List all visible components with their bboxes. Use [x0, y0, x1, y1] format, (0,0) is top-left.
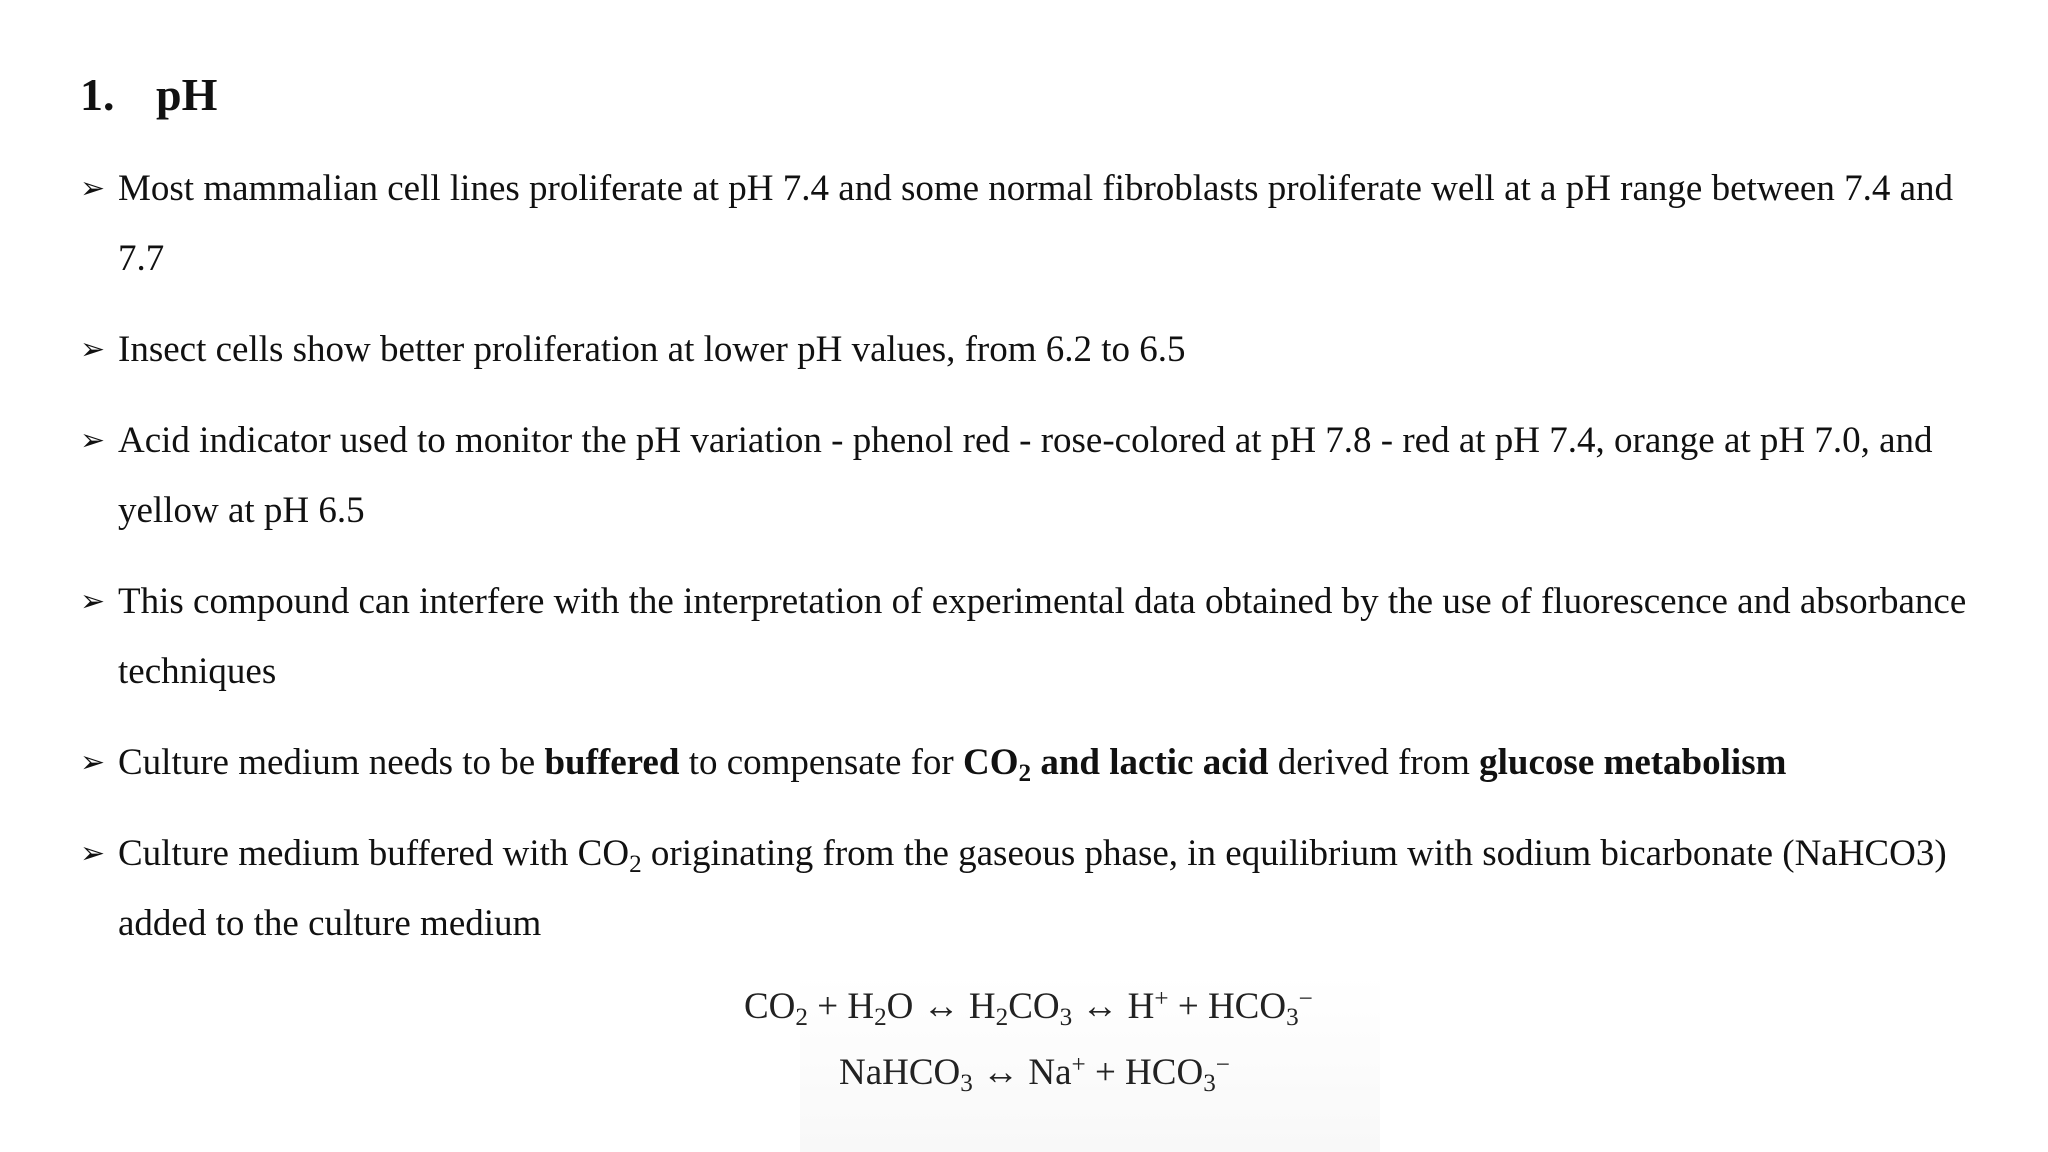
bullet-text: This compound can interfere with the interpretation of experimental data obtained by the use of fluorescence and absorbance techniques [118, 581, 1967, 692]
sodium-bicarbonate-equilibrium-equation [839, 1051, 1230, 1098]
eq-term: + H [807, 986, 875, 1027]
bullet-text [118, 833, 1947, 944]
superscript: + [1071, 1051, 1086, 1079]
arrow-bullet-icon: ➢ [80, 171, 106, 206]
formula-text: CO [963, 742, 1019, 783]
eq-term: ↔ Na [972, 1052, 1072, 1093]
text-segment: derived from [1268, 742, 1480, 783]
arrow-bullet-icon: ➢ [80, 745, 106, 780]
bullet-list [80, 154, 1980, 980]
bold-term-buffered: buffered [544, 742, 680, 783]
superscript: − [1298, 985, 1313, 1013]
text-segment: to compensate for [679, 742, 964, 783]
bold-term-glucose-metabolism: glucose metabolism [1479, 742, 1787, 783]
bullet-item [80, 154, 1980, 294]
bullet-text: Acid indicator used to monitor the pH variation - phenol red - rose-colored at pH 7.8 - red at pH 7.4, orange at pH 7.0, and yellow at pH 6.5 [118, 420, 1933, 531]
subscript: 2 [874, 1004, 887, 1032]
subscript: 2 [629, 851, 642, 879]
arrow-bullet-icon: ➢ [80, 836, 106, 871]
section-heading [80, 66, 217, 124]
carbonic-acid-equilibrium-equation [744, 985, 1313, 1032]
text-segment: originating from the gaseous phase, in equilibrium with sodium bicarbonate (NaHCO3) added to the culture medium [118, 833, 1947, 944]
arrow-bullet-icon: ➢ [80, 423, 106, 458]
eq-term: CO [1008, 986, 1060, 1027]
subscript: 2 [795, 1004, 808, 1032]
bullet-item [80, 567, 1980, 707]
section-title: pH [156, 69, 218, 120]
eq-term: + HCO [1085, 1052, 1204, 1093]
eq-term: O ↔ H [886, 986, 996, 1027]
arrow-bullet-icon: ➢ [80, 584, 106, 619]
superscript: − [1215, 1051, 1230, 1079]
bullet-text [118, 742, 1787, 788]
text-segment: Culture medium buffered with CO [118, 833, 630, 874]
bold-term-co2 [963, 742, 1269, 788]
bullet-text: Insect cells show better proliferation at lower pH values, from 6.2 to 6.5 [118, 329, 1186, 370]
subscript: 3 [1059, 1004, 1073, 1032]
bullet-item [80, 728, 1980, 798]
eq-term: + HCO [1168, 986, 1287, 1027]
equation-block [744, 975, 1380, 1152]
subscript: 2 [995, 1004, 1009, 1032]
bullet-item [80, 315, 1980, 385]
bold-term-lactic-acid: and lactic acid [1031, 742, 1269, 783]
section-number: 1. [80, 69, 115, 120]
subscript: 2 [1018, 760, 1032, 788]
superscript: + [1154, 985, 1169, 1013]
bullet-text: Most mammalian cell lines proliferate at pH 7.4 and some normal fibroblasts proliferate well at a pH range between 7.4 and 7.7 [118, 168, 1954, 279]
subscript: 3 [1203, 1070, 1216, 1098]
eq-term: NaHCO [839, 1052, 961, 1093]
arrow-bullet-icon: ➢ [80, 332, 106, 367]
eq-term: ↔ H [1072, 986, 1155, 1027]
bullet-item [80, 819, 1980, 959]
subscript: 3 [1286, 1004, 1299, 1032]
text-segment: Culture medium needs to be [118, 742, 545, 783]
subscript: 3 [960, 1070, 973, 1098]
bullet-item [80, 406, 1980, 546]
eq-term: CO [744, 986, 796, 1027]
